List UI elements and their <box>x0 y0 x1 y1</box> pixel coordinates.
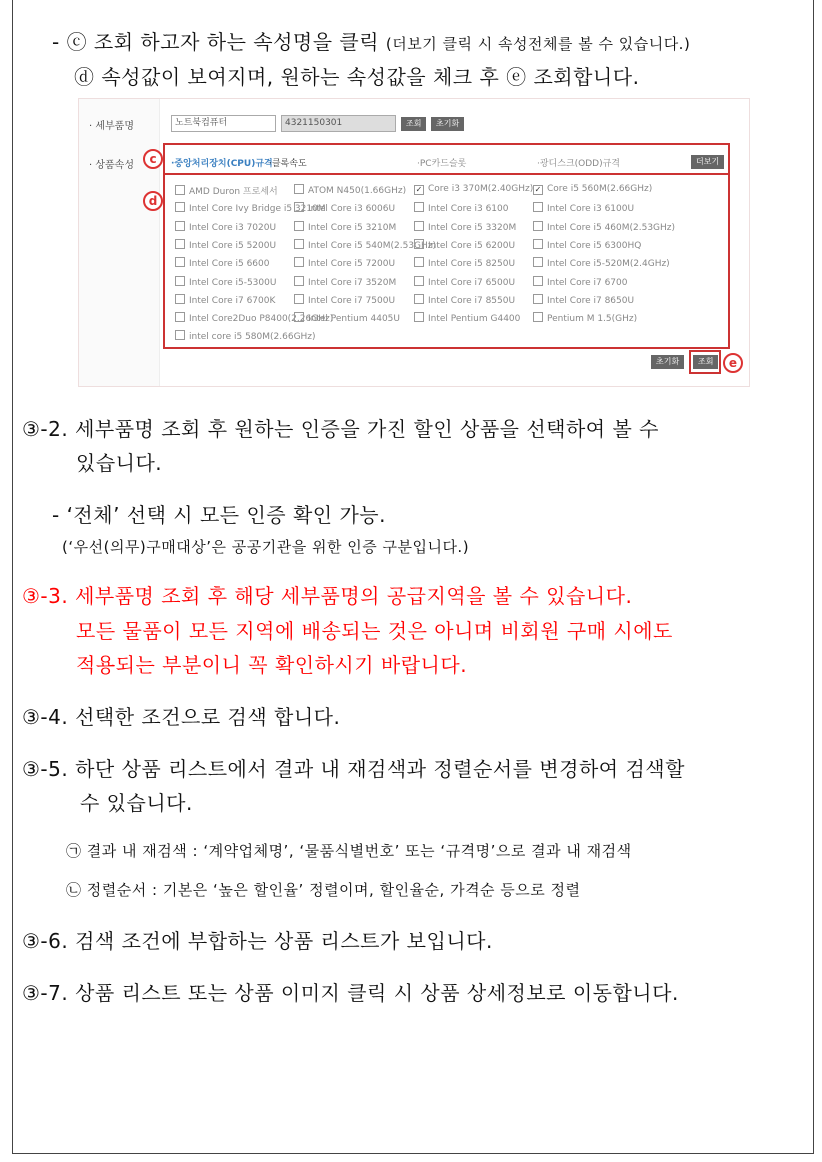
option-label: Intel Core i7 6700 <box>547 277 628 288</box>
label-column <box>79 99 160 386</box>
option-label: Intel Core i7 8550U <box>428 295 516 306</box>
checkbox[interactable] <box>175 185 185 195</box>
option-label: Intel Core i3 6006U <box>308 204 396 215</box>
option-checkbox-item[interactable] <box>533 221 675 233</box>
option-checkbox-item[interactable] <box>414 239 515 251</box>
option-checkbox-item[interactable] <box>533 276 627 288</box>
step-3-2-subnote: (‘우선(의무)구매대상’은 공공기관을 위한 인증 구분입니다.) <box>62 538 470 556</box>
checkbox[interactable] <box>533 221 543 231</box>
step-3-2-line1: ③-2. 세부품명 조회 후 원하는 인증을 가진 할인 상품을 선택하여 볼 수 <box>22 417 659 441</box>
checkbox[interactable] <box>414 221 424 231</box>
checkbox[interactable] <box>533 276 543 286</box>
step-3-4: ③-4. 선택한 조건으로 검색 합니다. <box>22 705 341 729</box>
detail-name-input[interactable]: 노트북컴퓨터 <box>171 115 276 132</box>
search-button-bottom[interactable]: 조회 <box>693 355 718 369</box>
option-checkbox-item[interactable] <box>414 184 533 195</box>
step-3-6: ③-6. 검색 조건에 부합하는 상품 리스트가 보입니다. <box>22 929 493 953</box>
option-label: Intel Pentium 4405U <box>308 314 400 325</box>
option-label: Pentium M 1.5(GHz) <box>547 314 638 325</box>
option-label: Intel Core i7 7500U <box>308 295 396 306</box>
step-c-line <box>52 26 690 55</box>
option-checkbox-item[interactable] <box>414 312 520 324</box>
checkbox[interactable] <box>175 257 185 267</box>
tab-clock[interactable]: ·클록속도 <box>269 159 307 169</box>
checkbox[interactable] <box>533 239 543 249</box>
option-checkbox-item[interactable] <box>294 221 396 233</box>
option-label: Intel Core i7 6700K <box>189 295 276 306</box>
option-checkbox-item[interactable] <box>294 202 395 214</box>
option-checkbox-item[interactable] <box>533 202 634 214</box>
reset-button-bottom[interactable]: 초기화 <box>651 355 684 369</box>
checkbox[interactable] <box>294 257 304 267</box>
checkbox[interactable] <box>175 330 185 340</box>
step-3-3-line1: ③-3. 세부품명 조회 후 해당 세부품명의 공급지역을 볼 수 있습니다. <box>22 584 633 608</box>
option-label: Intel Core Ivy Bridge i5 3210M <box>189 204 326 215</box>
checkbox[interactable] <box>533 294 543 304</box>
code-input[interactable]: 4321150301 <box>281 115 396 132</box>
option-label: Intel Core i5 7200U <box>308 259 396 270</box>
option-checkbox-item[interactable] <box>175 294 275 306</box>
option-checkbox-item[interactable] <box>414 294 515 306</box>
step-3-5-line2: 수 있습니다. <box>80 791 193 815</box>
option-label: Intel Core i5 460M(2.53GHz) <box>547 222 676 233</box>
marker-e: e <box>723 353 743 373</box>
option-label: Intel Core i7 6500U <box>428 277 516 288</box>
option-label: Intel Core i5 6600 <box>189 259 270 270</box>
checkbox[interactable] <box>294 184 304 194</box>
checkbox[interactable] <box>175 202 185 212</box>
checkbox[interactable] <box>533 312 543 322</box>
detail-label: · 세부품명 <box>89 121 134 132</box>
option-label: Intel Core i5 6200U <box>428 240 516 251</box>
option-checkbox-item[interactable] <box>533 294 634 306</box>
checkbox[interactable] <box>414 239 424 249</box>
step-c-text: - ⓒ 조회 하고자 하는 속성명을 클릭 <box>52 30 380 54</box>
option-checkbox-item[interactable] <box>533 257 670 269</box>
option-checkbox-item[interactable] <box>175 184 278 197</box>
option-label: Intel Core2Duo P8400(2.26GHz) <box>189 314 334 325</box>
step-3-5-research: ㉠ 결과 내 재검색 : ‘계약업체명’, ‘물품식별번호’ 또는 ‘규격명’으로 결과 내 재검색 <box>66 842 632 860</box>
reset-button[interactable]: 초기화 <box>431 117 464 131</box>
checkbox[interactable] <box>414 202 424 212</box>
step-3-5-line1: ③-5. 하단 상품 리스트에서 결과 내 재검색과 정렬순서를 변경하여 검색할 <box>22 757 685 781</box>
checkbox[interactable] <box>175 221 185 231</box>
option-checkbox-item[interactable] <box>414 221 516 233</box>
embedded-screenshot <box>78 98 750 387</box>
step-3-2-line2: 있습니다. <box>76 451 163 475</box>
attr-label: · 상품속성 <box>89 160 134 171</box>
option-label: Intel Core i5 6300HQ <box>547 240 642 251</box>
checkbox[interactable] <box>294 202 304 212</box>
option-checkbox-item[interactable] <box>294 294 395 306</box>
option-label: Intel Core i3 6100 <box>428 204 509 215</box>
tab-cpu[interactable]: ·중앙처리장치(CPU)규격 <box>171 159 273 169</box>
checkbox[interactable] <box>414 294 424 304</box>
checkbox[interactable] <box>294 294 304 304</box>
step-3-2-note: - ‘전체’ 선택 시 모든 인증 확인 가능. <box>52 503 386 527</box>
checkbox[interactable] <box>533 202 543 212</box>
option-label: Core i5 560M(2.66GHz) <box>547 184 653 194</box>
checkbox[interactable] <box>294 221 304 231</box>
checkbox[interactable] <box>414 257 424 267</box>
checkbox[interactable] <box>294 276 304 286</box>
step-3-5-sort: ㉡ 정렬순서 : 기본은 ‘높은 할인율’ 정렬이며, 할인율순, 가격순 등으로 정렬 <box>66 881 581 899</box>
option-checkbox-item[interactable] <box>414 257 515 269</box>
checkbox[interactable] <box>294 239 304 249</box>
option-label: Intel Core i5 540M(2.53GHz) <box>308 240 437 251</box>
option-checkbox-item[interactable] <box>414 276 515 288</box>
option-label: Intel Core i3 7020U <box>189 222 277 233</box>
option-label: Intel Core i5-520M(2.4GHz) <box>547 259 670 270</box>
option-label: Intel Core i7 3520M <box>308 277 397 288</box>
marker-d: d <box>143 191 163 211</box>
option-checkbox-item[interactable] <box>294 312 400 324</box>
option-label: Intel Core i7 8650U <box>547 295 635 306</box>
marker-c: c <box>143 149 163 169</box>
option-checkbox-item[interactable] <box>414 202 508 214</box>
option-checkbox-item[interactable] <box>533 239 641 251</box>
step-c-note: (더보기 클릭 시 속성전체를 볼 수 있습니다.) <box>385 35 691 53</box>
option-checkbox-item[interactable] <box>175 330 316 342</box>
option-checkbox-item[interactable] <box>533 184 652 195</box>
option-label: Intel Core i5 3320M <box>428 222 517 233</box>
tab-odd[interactable]: ·광디스크(ODD)규격 <box>537 159 620 169</box>
option-checkbox-item[interactable] <box>175 276 276 288</box>
option-label: Intel Core i5-5300U <box>189 277 277 288</box>
option-label: ATOM N450(1.66GHz) <box>308 186 407 196</box>
option-label: Intel Core i5 8250U <box>428 259 516 270</box>
option-label: AMD Duron 프로세서 <box>189 187 278 197</box>
tab-pccard[interactable]: ·PC카드슬롯 <box>417 159 467 169</box>
checkbox[interactable] <box>175 294 185 304</box>
checkbox[interactable] <box>175 312 185 322</box>
option-label: intel core i5 580M(2.66GHz) <box>189 332 316 343</box>
step-3-7: ③-7. 상품 리스트 또는 상품 이미지 클릭 시 상품 상세정보로 이동합니다. <box>22 981 679 1005</box>
option-checkbox-item[interactable] <box>294 184 406 196</box>
checkbox[interactable] <box>294 312 304 322</box>
more-button[interactable]: 더보기 <box>691 155 724 169</box>
option-label: Intel Core i5 5200U <box>189 240 277 251</box>
option-label: Intel Core i5 3210M <box>308 222 397 233</box>
checkbox[interactable] <box>533 257 543 267</box>
checkbox[interactable] <box>175 276 185 286</box>
option-checkbox-item[interactable] <box>175 221 276 233</box>
option-label: Core i3 370M(2.40GHz) <box>428 184 534 194</box>
checkbox[interactable] <box>414 312 424 322</box>
option-checkbox-item[interactable] <box>294 276 396 288</box>
option-checkbox-item[interactable] <box>175 257 269 269</box>
search-button[interactable]: 조회 <box>401 117 426 131</box>
step-3-3-line2: 모든 물품이 모든 지역에 배송되는 것은 아니며 비회원 구매 시에도 <box>76 619 673 643</box>
checkbox[interactable] <box>414 276 424 286</box>
option-label: Intel Core i3 6100U <box>547 204 635 215</box>
checkbox[interactable] <box>175 239 185 249</box>
step-d-line: ⓓ 속성값이 보여지며, 원하는 속성값을 체크 후 ⓔ 조회합니다. <box>74 65 640 89</box>
option-checkbox-item[interactable] <box>533 312 637 324</box>
option-checkbox-item[interactable] <box>294 257 395 269</box>
checkbox[interactable]: ✓ <box>534 185 542 194</box>
checkbox[interactable]: ✓ <box>415 185 423 194</box>
step-3-3-line3: 적용되는 부분이니 꼭 확인하시기 바랍니다. <box>76 653 468 677</box>
option-label: Intel Pentium G4400 <box>428 314 521 325</box>
option-checkbox-item[interactable] <box>175 239 276 251</box>
